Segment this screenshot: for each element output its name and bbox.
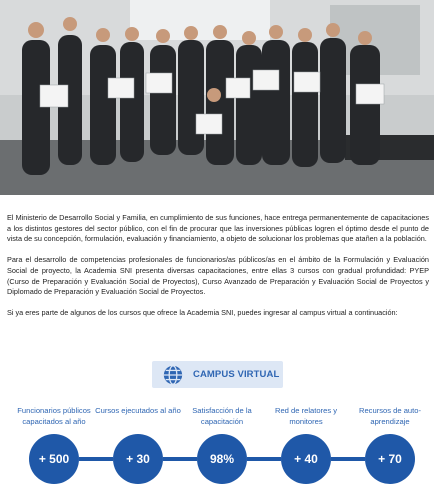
connector-line [331,457,365,461]
campus-virtual-button[interactable] [152,361,283,388]
campus-virtual-label: CAMPUS VIRTUAL [193,369,280,380]
stat-label-funcionarios: Funcionarios públicos capacitados al año [17,406,91,426]
stat-value-recursos: + 70 [365,434,415,484]
campus-invite-paragraph: Si ya eres parte de algunos de los cursos que ofrece la Academia SNI, puedes ingresar al campus virtual a continuación: [7,308,398,318]
intro-text [7,213,429,330]
connector-line [247,457,281,461]
stat-label-recursos: Recursos de auto-aprendizaje [358,406,422,426]
competencies-paragraph: Para el desarrollo de competencias profesionales de funcionarios/as públicos/as en el ámbito de la Formulación y Evaluación Social de proyecto, la Academia SNI presenta diversas capacitaciones, entre ellas 3 cursos con gradual profundidad: PYEP (Curso de Preparación y Evaluación Social de Proyectos), Curso Avanzado de Preparación y Evaluación Social de Proyectos y Diplomado de Preparación y Evaluación Social de Proyectos. [7,255,429,297]
stat-value-relatores: + 40 [281,434,331,484]
stat-label-cursos: Cursos ejecutados al año [95,406,181,415]
globe-icon [162,364,184,386]
stat-value-funcionarios: + 500 [29,434,79,484]
connector-line [79,457,113,461]
connector-line [163,457,197,461]
stat-label-satisfaccion: Satisfacción de la capacitación [192,406,252,426]
intro-paragraph: El Ministerio de Desarrollo Social y Familia, en cumplimiento de sus funciones, hace entrega permanentemente de capacitaciones a los distintos gestores del sector público, con el fin de procurar que las inversiones públicas logren el óptimo desde el punto de vista de su concepción, formulación, evaluación y financiamiento, a objeto de solucionar los problemas que atañen a la población. [7,213,429,244]
stat-value-satisfaccion: 98% [197,434,247,484]
group-photo [0,0,434,195]
stat-label-relatores: Red de relatores y monitores [274,406,338,426]
stat-value-cursos: + 30 [113,434,163,484]
